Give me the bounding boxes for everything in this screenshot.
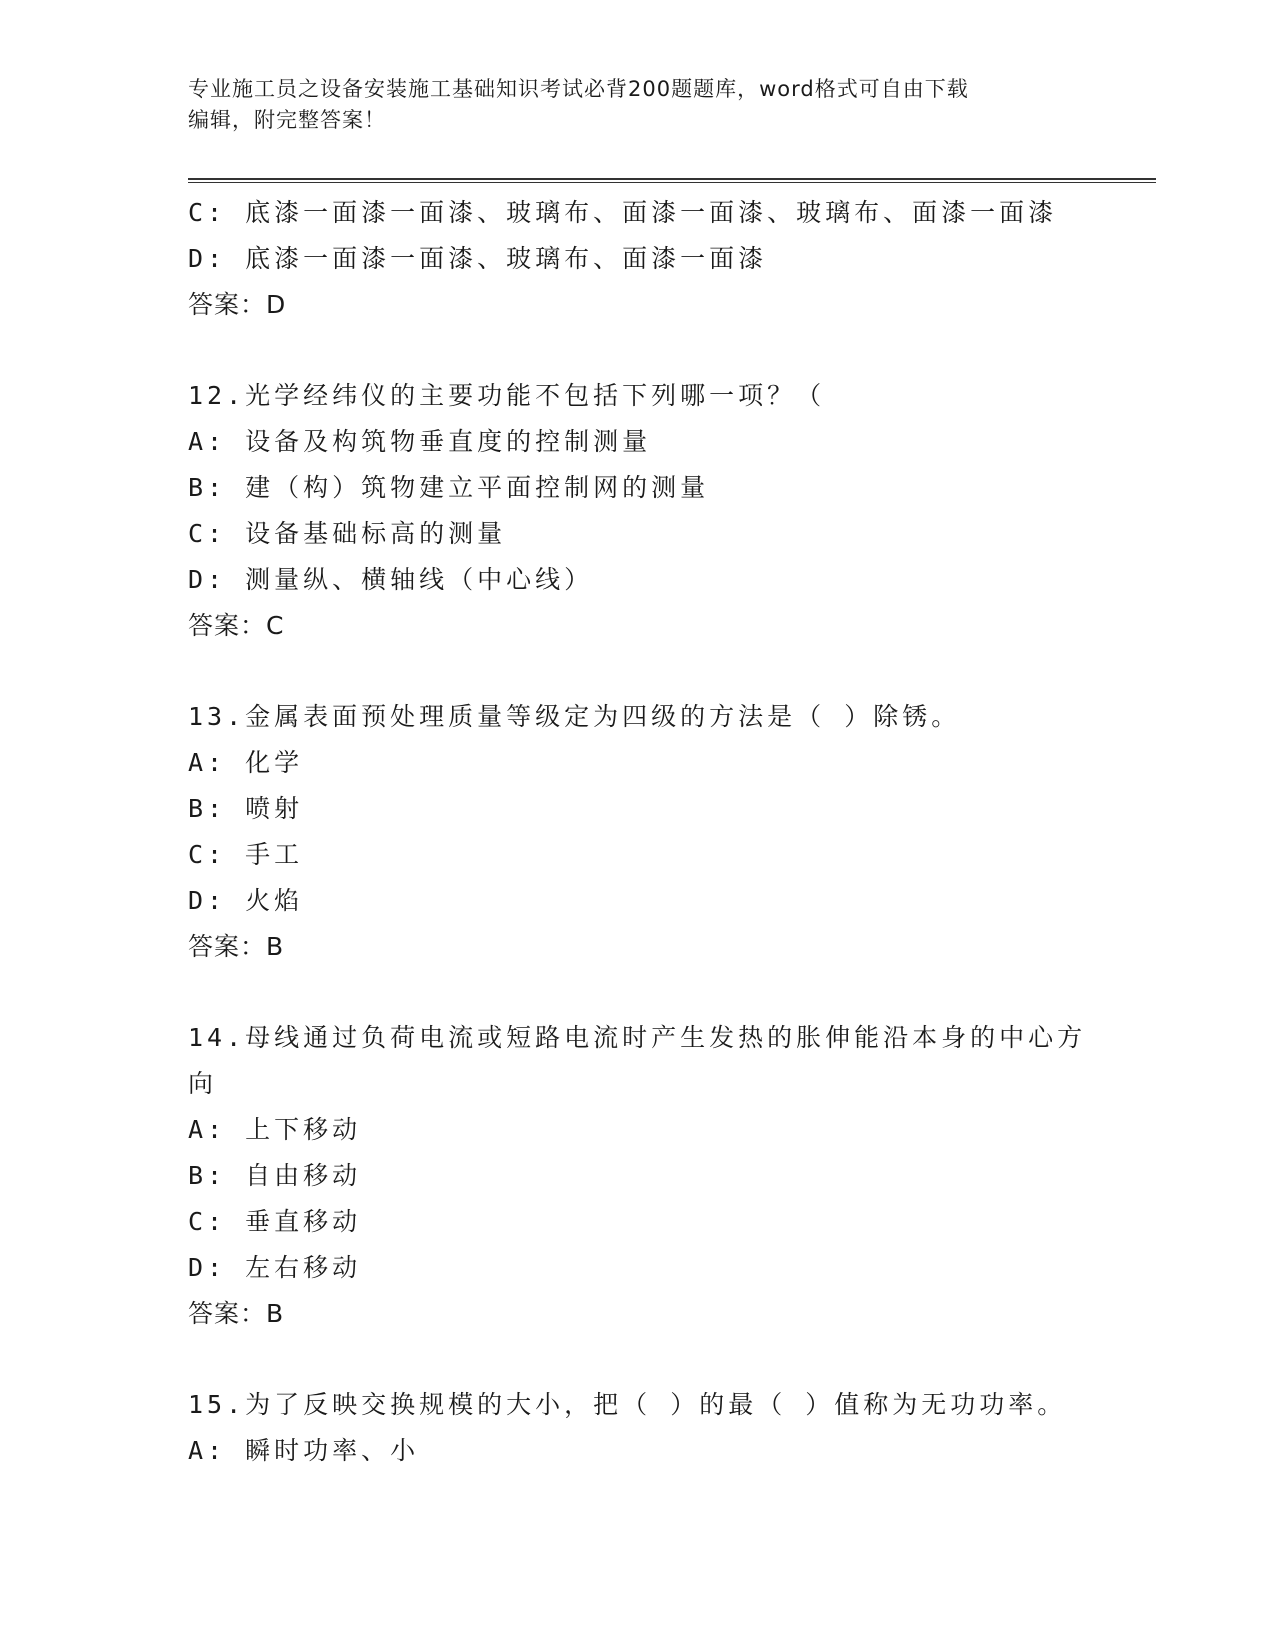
- question-15: [188, 1382, 1138, 1474]
- question-title-line-1: 14.母线通过负荷电流或短路电流时产生发热的胀伸能沿本身的中心方: [188, 1023, 1087, 1052]
- option-c: C: 手工: [188, 840, 304, 869]
- option-a: A: 上下移动: [188, 1115, 362, 1144]
- option-b: B: 自由移动: [188, 1161, 362, 1190]
- question-title-line-2: 向: [188, 1069, 218, 1098]
- option-a: A: 瞬时功率、小: [188, 1436, 420, 1465]
- question-title: 13.金属表面预处理质量等级定为四级的方法是（ ）除锈。: [188, 702, 961, 731]
- option-c: C: 设备基础标高的测量: [188, 519, 507, 548]
- option-b: B: 喷射: [188, 794, 304, 823]
- question-11: [188, 190, 1138, 328]
- option-c: C: 底漆一面漆一面漆、玻璃布、面漆一面漆、玻璃布、面漆一面漆: [188, 198, 1058, 227]
- option-d: D: 测量纵、横轴线（中心线）: [188, 565, 594, 594]
- question-list: [188, 190, 1138, 1474]
- answer: 答案：C: [188, 611, 285, 640]
- header-line-1: 专业施工员之设备安装施工基础知识考试必背200题题库，word格式可自由下载: [188, 77, 969, 101]
- option-a: A: 化学: [188, 748, 304, 777]
- answer: 答案：B: [188, 932, 285, 961]
- header-line-2: 编辑，附完整答案！: [188, 108, 386, 132]
- option-b: B: 建（构）筑物建立平面控制网的测量: [188, 473, 710, 502]
- option-a: A: 设备及构筑物垂直度的控制测量: [188, 427, 652, 456]
- option-d: D: 左右移动: [188, 1253, 362, 1282]
- header-divider: [188, 178, 1156, 183]
- question-13: [188, 694, 1138, 970]
- option-d: D: 火焰: [188, 886, 304, 915]
- question-14: [188, 1015, 1138, 1337]
- answer: 答案：D: [188, 290, 287, 319]
- answer: 答案：B: [188, 1299, 285, 1328]
- question-title: 15.为了反映交换规模的大小，把（ ）的最（ ）值称为无功功率。: [188, 1390, 1067, 1419]
- question-12: [188, 373, 1138, 649]
- option-c: C: 垂直移动: [188, 1207, 362, 1236]
- question-title: 12.光学经纬仪的主要功能不包括下列哪一项？（: [188, 381, 826, 410]
- option-d: D: 底漆一面漆一面漆、玻璃布、面漆一面漆: [188, 244, 768, 273]
- document-header: [188, 74, 1068, 136]
